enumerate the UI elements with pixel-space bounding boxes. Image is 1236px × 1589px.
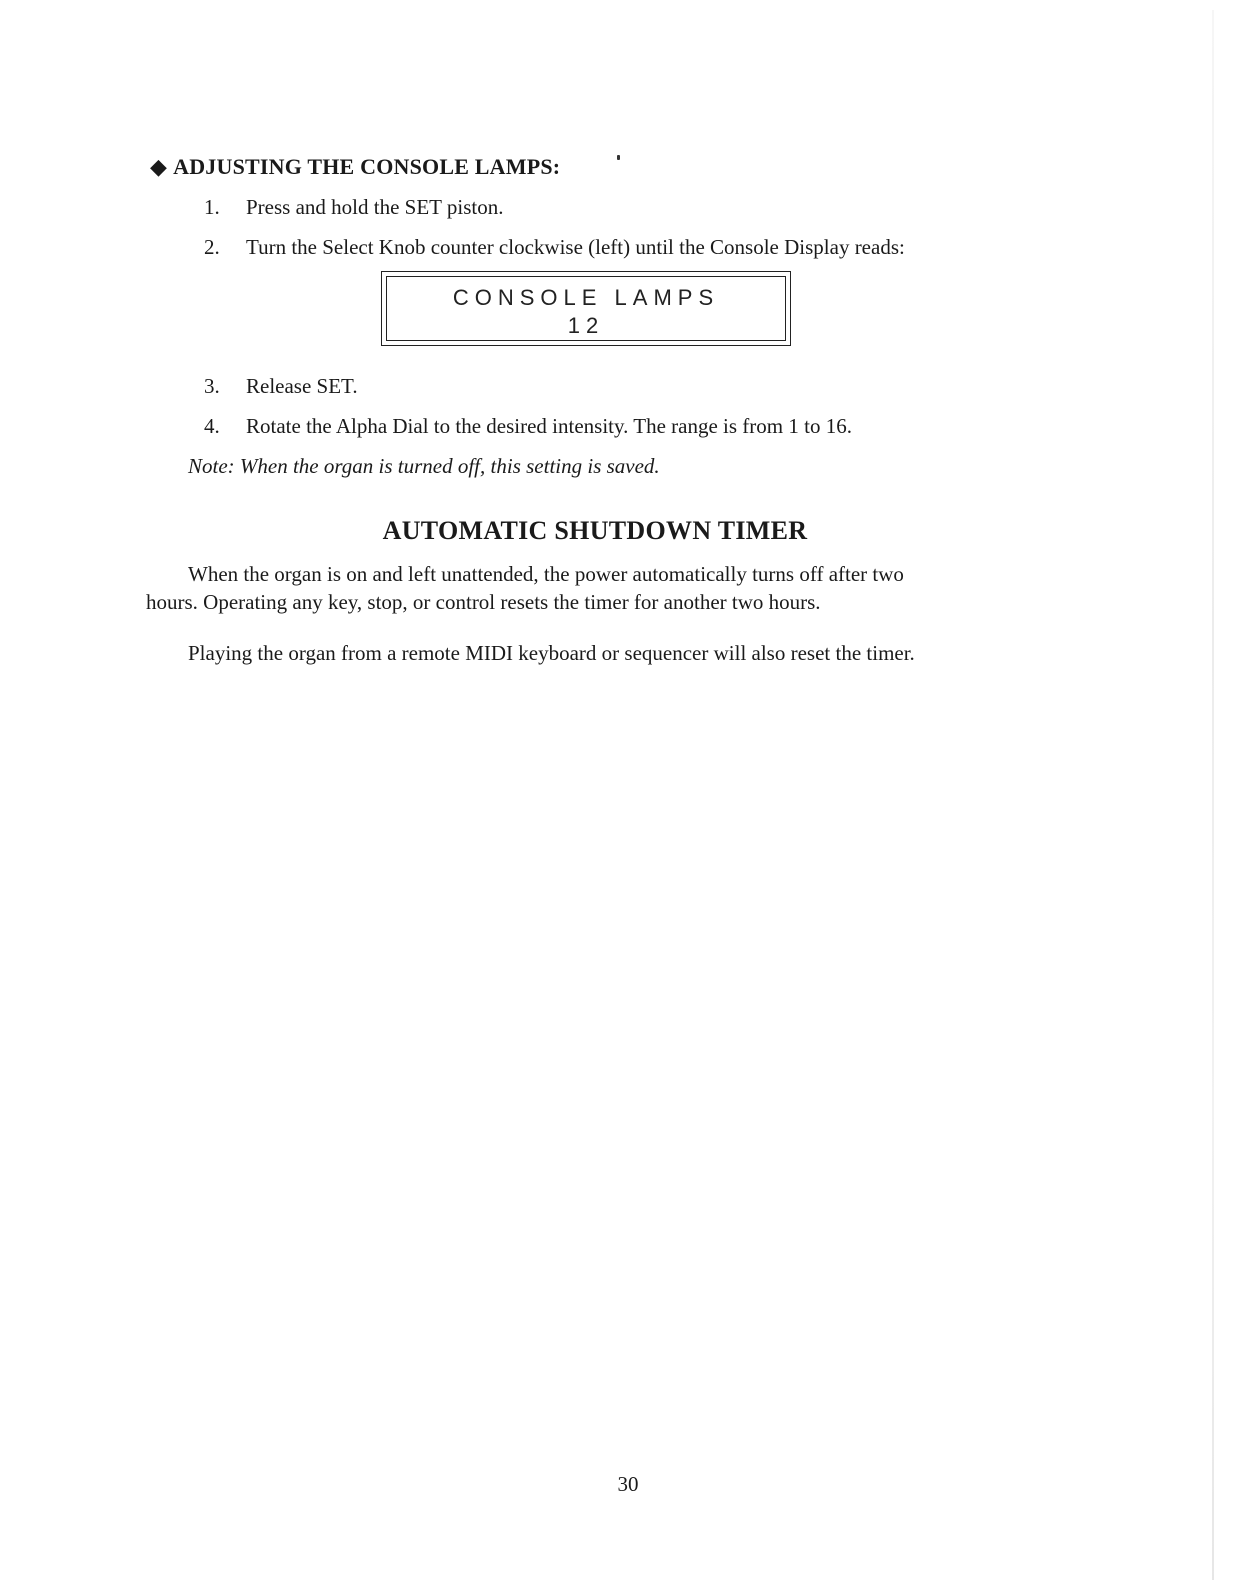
step-number: 3. [204,374,220,398]
step-text: Turn the Select Knob counter clockwise (left) until the Console Display reads: [246,235,905,259]
stray-ink-mark [617,155,620,160]
section-heading [150,154,560,180]
step-number: 1. [204,195,220,219]
console-display-line-2: 12 [567,313,605,338]
shutdown-paragraph-line-2: hours. Operating any key, stop, or control resets the timer for another two hours. [146,590,821,614]
scan-edge-shadow [1212,10,1214,1580]
section-heading-text: ADJUSTING THE CONSOLE LAMPS: [173,154,561,179]
step-text: Press and hold the SET piston. [246,195,504,219]
console-display-frame [386,276,786,341]
step-2 [204,235,905,260]
console-display [381,271,791,346]
step-text: Release SET. [246,374,358,398]
page-number: 30 [617,1472,639,1496]
console-display-line-1: CONSOLE LAMPS [452,285,720,310]
note-text: Note: When the organ is turned off, this setting is saved. [188,454,660,478]
step-number: 4. [204,414,220,438]
shutdown-paragraph-line-1: When the organ is on and left unattended, the power automatically turns off after two [188,562,904,586]
midi-paragraph: Playing the organ from a remote MIDI keyboard or sequencer will also reset the timer. [188,641,915,665]
step-number: 2. [204,235,220,259]
step-4 [204,414,852,439]
step-1 [204,195,503,220]
shutdown-timer-title: AUTOMATIC SHUTDOWN TIMER [382,516,808,545]
step-3 [204,374,358,399]
diamond-bullet-icon: ◆ [150,154,168,179]
step-text: Rotate the Alpha Dial to the desired intensity. The range is from 1 to 16. [246,414,852,438]
